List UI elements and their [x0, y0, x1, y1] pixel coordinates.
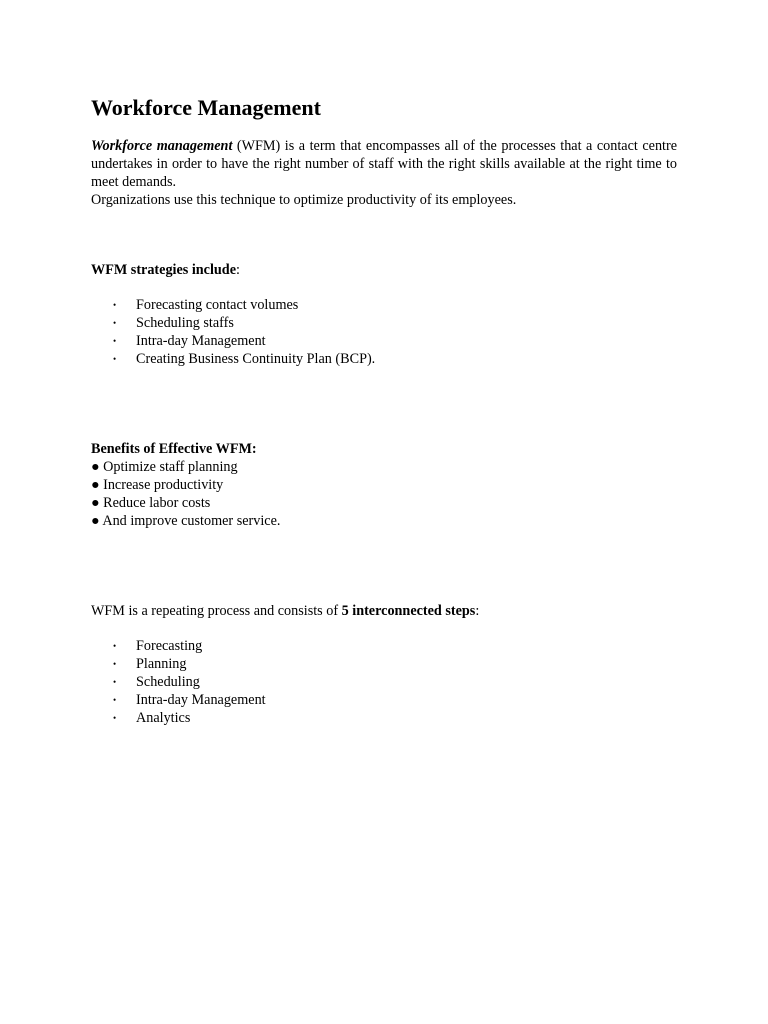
intro-term: Workforce management	[91, 138, 233, 154]
list-item: ● And improve customer service.	[91, 513, 281, 529]
list-item-text: Forecasting	[136, 638, 203, 654]
intro-definition: (WFM) is a term that encompasses all of the processes that a contact centre undertakes in order to have the right number of staff with the right skills available at the right time to meet demands.	[91, 138, 677, 190]
list-item	[91, 691, 677, 709]
list-item	[91, 637, 677, 655]
list-item	[91, 332, 677, 350]
list-item: ● Increase productivity	[91, 477, 224, 493]
bullet-icon: •	[113, 677, 117, 687]
list-item: ● Reduce labor costs	[91, 495, 211, 511]
list-item-text: Intra-day Management	[136, 333, 266, 349]
steps-list	[91, 637, 677, 727]
benefits-list	[91, 458, 677, 530]
bullet-icon: •	[113, 354, 117, 364]
bullet-icon: •	[113, 659, 117, 669]
bullet-icon: •	[113, 300, 117, 310]
list-item	[91, 314, 677, 332]
list-item	[91, 296, 677, 314]
strategies-heading-line	[91, 261, 677, 279]
bullet-icon: •	[113, 713, 117, 723]
bullet-icon: •	[113, 641, 117, 651]
intro-usage: Organizations use this technique to optimize productivity of its employees.	[91, 192, 517, 208]
list-item-text: Planning	[136, 656, 187, 672]
steps-intro-suffix: :	[475, 603, 480, 619]
intro-paragraph	[91, 137, 677, 191]
strategies-heading-suffix: :	[236, 262, 240, 278]
list-item	[91, 673, 677, 691]
bullet-icon: •	[113, 318, 117, 328]
list-item-text: Scheduling staffs	[136, 315, 234, 331]
steps-intro-prefix: WFM is a repeating process and consists of	[91, 603, 342, 619]
bullet-icon: •	[113, 695, 117, 705]
benefits-heading: Benefits of Effective WFM:	[91, 441, 257, 457]
bullet-icon: •	[113, 336, 117, 346]
list-item-text: Creating Business Continuity Plan (BCP).	[136, 351, 376, 367]
list-item-text: Scheduling	[136, 674, 200, 690]
steps-intro	[91, 602, 677, 620]
strategies-list	[91, 296, 677, 368]
list-item: ● Optimize staff planning	[91, 459, 238, 475]
list-item	[91, 350, 677, 368]
list-item	[91, 709, 677, 727]
list-item-text: Analytics	[136, 710, 191, 726]
list-item-text: Intra-day Management	[136, 692, 266, 708]
list-item-text: Forecasting contact volumes	[136, 297, 299, 313]
page-title: Workforce Management	[91, 95, 321, 120]
strategies-heading: WFM strategies include	[91, 262, 236, 278]
list-item	[91, 655, 677, 673]
steps-intro-bold: 5 interconnected steps	[341, 603, 476, 619]
